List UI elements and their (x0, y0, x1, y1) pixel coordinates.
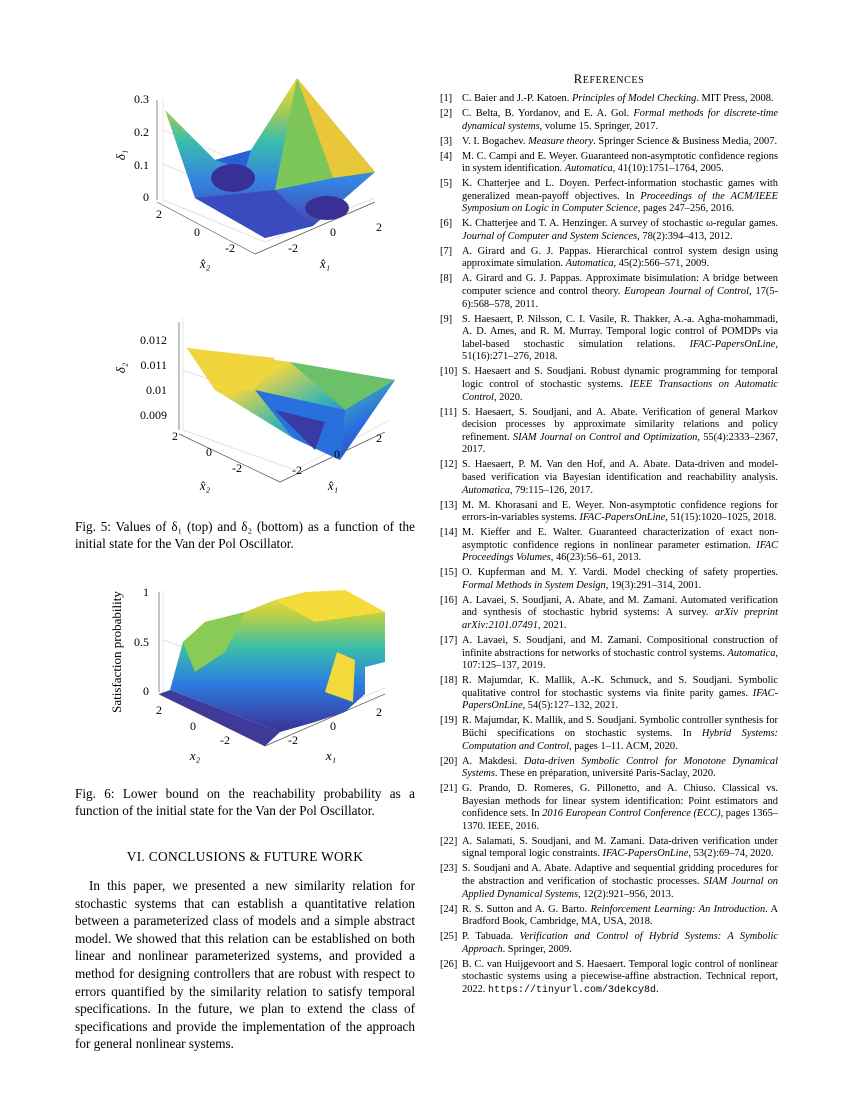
reference-title: SIAM Journal on Control and Optimization (512, 431, 698, 443)
x2-tick: 2 (156, 207, 162, 221)
reference-authors: M. Kieffer and E. Walter. Guaranteed characterization of exact non-asymptotic confidence regions in nonlinear parameter estimation. (462, 527, 778, 551)
reference-item (440, 273, 778, 311)
reference-authors: A. Girard and G. J. Pappas. Hierarchical control system design using approximate simulation. (462, 245, 778, 270)
reference-number: [22] (440, 835, 458, 847)
x1-tick: 0 (334, 447, 340, 461)
reference-details: , 53(2):69–74, 2020. (688, 848, 774, 860)
reference-title: IFAC-PapersOnLine (602, 848, 689, 860)
x1-axis-label: x̂₁ (319, 256, 331, 271)
heading-rest: EFERENCES (582, 75, 645, 86)
x2-tick: -2 (225, 241, 235, 255)
reference-item (440, 407, 778, 457)
reference-number: [3] (440, 135, 453, 147)
reference-title: SIAM Journal on Applied Dynamical Systems (462, 876, 778, 900)
reference-authors: A. Lavaei, S. Soudjani, A. Abate, and M. Zamani. Automated verification and synthesis of stochastic hybrid systems: A survey. (462, 594, 778, 619)
z-axis-label: Satisfaction probability (109, 591, 124, 713)
reference-item (440, 959, 778, 998)
figure6-caption: Fig. 6: Lower bound on the reachability probability as a function of the initial state for the Van der Pol Oscillator. (75, 786, 415, 818)
reference-details: , volume 15. Springer, 2017. (539, 120, 659, 132)
reference-details: , 107:125–137, 2019. (462, 647, 778, 672)
reference-item (440, 863, 778, 901)
z-tick: 0.012 (140, 333, 167, 347)
conclusions-paragraph: In this paper, we presented a new similarity relation for stochastic systems that can establish a quantitative relation between a parameterized class of models and a simple abstract model. We showed that this relation can be established on both linear and nonlinear parameterized systems, and provided a method for designing controllers that are robust with respect to errors quantified by the similarity relation to satisfy temporal specifications. In the future, we plan to extend the class of specifications and provide the implementation of the approach for general nonlinear systems. (75, 878, 415, 1052)
reference-title: Verification and Control of Hybrid Systems: A Symbolic Approach (462, 931, 779, 955)
reference-number: [26] (440, 958, 458, 970)
x1-tick: -2 (288, 733, 298, 747)
reference-title: IFAC-PapersOnLine (579, 512, 666, 524)
reference-authors: R. S. Sutton and A. G. Barto. (462, 903, 591, 915)
reference-number: [4] (440, 150, 453, 162)
reference-url-link[interactable]: https://tinyurl.com/3dekcy8d (487, 984, 657, 996)
reference-title: IFAC-PapersOnLine (689, 338, 776, 350)
reference-title: Journal of Computer and System Sciences (462, 230, 638, 242)
x2-axis-label: x̂₂ (199, 478, 211, 493)
z-tick: 1 (143, 585, 149, 599)
x2-tick: -2 (220, 733, 230, 747)
figure5-bottom-plot (75, 310, 415, 510)
reference-item (440, 93, 778, 106)
reference-number: [13] (440, 499, 458, 511)
reference-details: . A Bradford Book, Cambridge, MA, USA, 2018. (462, 903, 778, 928)
reference-details: . MIT Press, 2008. (696, 93, 774, 104)
reference-title: Formal methods for discrete-time dynamical systems (462, 107, 778, 132)
z-tick: 0.5 (134, 635, 149, 649)
reference-title: Data-driven Symbolic Control for Monotone Dynamical Systems (462, 755, 778, 780)
reference-number: [17] (440, 635, 458, 646)
reference-authors: A. Lavaei, S. Soudjani, and M. Zamani. Compositional construction of infinite abstractions for networks of stochastic control systems. (462, 635, 778, 659)
reference-item (440, 459, 778, 497)
reference-item (440, 500, 778, 525)
reference-details: . Springer Science & Business Media, 2007. (593, 135, 778, 147)
reference-details: , 46(23):56–61, 2013. (550, 552, 642, 564)
reference-item (440, 314, 778, 364)
reference-details: . Springer, 2009. (502, 943, 572, 955)
reference-number: [23] (440, 863, 458, 875)
reference-details: , 51(16):271–276, 2018. (462, 338, 778, 363)
reference-tail: . (656, 983, 659, 995)
x2-tick: 2 (172, 429, 178, 443)
x1-tick: 2 (376, 220, 382, 234)
reference-authors: M. M. Khorasani and E. Weyer. Non-asymptotic confidence regions for errors-in-variables systems. (462, 499, 778, 524)
heading-initial: R (573, 72, 583, 86)
reference-title: arXiv preprint arXiv:2101.07491 (462, 607, 779, 632)
reference-title: Automatica (727, 647, 776, 659)
reference-number: [19] (440, 715, 458, 727)
x2-axis-label: x₂ (189, 748, 201, 763)
reference-details: . These en préparation, université Paris-Saclay, 2020. (494, 768, 716, 780)
reference-number: [16] (440, 594, 458, 606)
reference-list (440, 93, 778, 998)
reference-item (440, 136, 778, 149)
z-tick: 0 (143, 190, 149, 204)
reference-authors: P. Tabuada. (462, 931, 520, 943)
reference-authors: K. Chatterjee and T. A. Henzinger. A survey of stochastic ω-regular games. (462, 218, 778, 230)
reference-details: , pages 1365–1370. IEEE, 2016. (462, 808, 779, 832)
reference-authors: O. Kupferman and M. Y. Vardi. Model checking of safety properties. (462, 567, 778, 579)
reference-details: , 2020. (493, 391, 523, 403)
x1-axis-label: x₁ (325, 748, 337, 763)
reference-authors: C. Belta, B. Yordanov, and E. A. Gol. (462, 107, 634, 119)
reference-details: , 41(10):1751–1764, 2005. (612, 163, 724, 175)
reference-title: Automatica (565, 258, 614, 270)
reference-item (440, 527, 778, 565)
left-column (75, 70, 415, 1053)
reference-authors: V. I. Bogachev. (462, 135, 529, 147)
z-tick: 0.2 (134, 125, 149, 139)
reference-title: 2016 European Control Conference (ECC) (542, 808, 721, 820)
x1-tick: -2 (288, 241, 298, 255)
reference-number: [20] (440, 755, 458, 767)
z-axis-label: δ₁ (113, 149, 128, 161)
z-tick: 0 (143, 684, 149, 698)
reference-number: [5] (440, 178, 453, 190)
reference-item (440, 108, 778, 133)
reference-authors: S. Haesaert, P. M. Van den Hof, and A. Abate. Data-driven and model-based verification via Bayesian identification and reachability analysis. (462, 459, 778, 483)
reference-item (440, 635, 778, 673)
reference-item (440, 904, 778, 929)
reference-item (440, 595, 778, 633)
z-tick: 0.01 (146, 383, 167, 397)
right-column (440, 72, 778, 1000)
z-tick: 0.3 (134, 92, 149, 106)
reference-details: , 79:115–126, 2017. (509, 484, 593, 496)
z-axis-label: δ₂ (113, 362, 128, 374)
reference-item (440, 567, 778, 592)
reference-authors: G. Prando, D. Romeres, G. Pillonetto, and A. Chiuso. Classical vs. Bayesian methods for linear system identification: Point estimators and confidence sets. In (462, 783, 778, 820)
reference-details: , pages 1–11. ACM, 2020. (569, 740, 678, 752)
reference-authors: B. C. van Huijgevoort and S. Haesaert. Temporal logic control of nonlinear stochastic systems using a piecewise-affine abstraction. Technical report, 2022. (462, 958, 778, 995)
reference-details: , 17(5-6):568–578, 2011. (462, 286, 779, 310)
reference-item (440, 366, 778, 404)
x1-tick: 0 (330, 225, 336, 239)
x1-tick: -2 (292, 463, 302, 477)
reference-item (440, 178, 778, 216)
reference-number: [10] (440, 366, 458, 378)
reference-item (440, 715, 778, 753)
reference-authors: S. Haesaert and S. Soudjani. Robust dynamic programming for temporal logic control of stochastic systems. (462, 366, 778, 390)
reference-authors: R. Majumdar, K. Mallik, and S. Soudjani. Symbolic controller synthesis for Büchi specifications on stochastic systems. In (462, 715, 778, 739)
z-tick: 0.009 (140, 408, 167, 422)
reference-authors: A. Girard and G. J. Pappas. Approximate bisimulation: A bridge between computer science and control theory. (462, 273, 778, 298)
reference-title: Proceedings of the ACM/IEEE Symposium on Logic in Computer Science (462, 190, 778, 215)
reference-number: [14] (440, 527, 458, 539)
reference-item (440, 246, 778, 271)
x2-tick: 0 (206, 445, 212, 459)
reference-number: [15] (440, 567, 458, 579)
reference-authors: C. Baier and J.-P. Katoen. (462, 93, 572, 104)
z-tick: 0.011 (140, 358, 167, 372)
reference-number: [6] (440, 218, 453, 230)
reference-item (440, 675, 778, 713)
figure5-top-plot (75, 70, 415, 275)
x2-tick: 0 (190, 719, 196, 733)
reference-details: , 45(2):566–571, 2009. (613, 258, 710, 270)
reference-number: [21] (440, 783, 458, 795)
reference-details: , pages 247–256, 2016. (637, 203, 735, 215)
section-title: VI. CONCLUSIONS & FUTURE WORK (126, 849, 364, 864)
reference-title: IFAC Proceedings Volumes (462, 539, 778, 564)
figure6-plot (75, 582, 415, 777)
reference-number: [2] (440, 107, 453, 119)
reference-title: Measure theory (528, 135, 594, 147)
reference-number: [18] (440, 675, 458, 687)
references-heading (440, 72, 778, 87)
x2-tick: 0 (194, 225, 200, 239)
reference-title: Automatica (462, 484, 510, 496)
reference-item (440, 931, 778, 956)
reference-item (440, 836, 778, 861)
reference-details: , 54(5):127–132, 2021. (522, 700, 619, 712)
reference-title: Hybrid Systems: Computation and Control (462, 727, 778, 752)
x1-axis-label: x̂₁ (327, 478, 339, 493)
reference-number: [24] (440, 903, 458, 915)
reference-authors: M. C. Campi and E. Weyer. Guaranteed non-asymptotic confidence regions in system identification. (462, 150, 778, 175)
x1-tick: 2 (376, 705, 382, 719)
reference-authors: S. Haesaert, P. Nilsson, C. I. Vasile, R. Thakker, A.-a. Agha-mohammadi, A. D. Ames, and R. M. Murray. Temporal logic control of POMDPs via label-based stochastic simulation relations. (462, 313, 778, 350)
reference-number: [9] (440, 313, 453, 325)
reference-title: European Journal of Control (624, 286, 749, 298)
reference-title: Reinforcement Learning: An Introduction (590, 903, 766, 915)
reference-number: [8] (440, 273, 453, 285)
reference-details: , 78(2):394–413, 2012. (637, 230, 733, 242)
reference-item (440, 151, 778, 176)
reference-item (440, 218, 778, 243)
reference-details: , 51(15):1020–1025, 2018. (665, 512, 777, 524)
z-tick: 0.1 (134, 158, 149, 172)
reference-authors: R. Majumdar, K. Mallik, A.-K. Schmuck, and S. Soudjani. Symbolic qualitative control for stochastic systems via finite parity games. (462, 675, 778, 699)
reference-item (440, 783, 778, 833)
reference-title: IEEE Transactions on Automatic Control (462, 378, 778, 403)
x2-tick: 2 (156, 703, 162, 717)
reference-title: Automatica (564, 163, 613, 175)
reference-details: , 2021. (537, 620, 567, 632)
reference-authors: A. Salamati, S. Soudjani, and M. Zamani. Data-driven verification under signal temporal logic constraints. (462, 835, 778, 860)
reference-authors: S. Soudjani and A. Abate. Adaptive and sequential gridding procedures for the abstraction and verification of stochastic processes. (462, 863, 778, 888)
reference-details: , 19(3):291–314, 2001. (605, 579, 702, 591)
reference-title: IFAC-PapersOnLine (462, 687, 778, 712)
x2-tick: -2 (232, 461, 242, 475)
reference-authors: A. Makdesi. (462, 755, 524, 767)
reference-number: [11] (440, 406, 457, 418)
reference-number: [7] (440, 245, 453, 257)
reference-title: Formal Methods in System Design (462, 579, 606, 591)
reference-number: [1] (440, 93, 453, 104)
reference-title: Principles of Model Checking (571, 93, 697, 104)
reference-number: [12] (440, 459, 458, 471)
reference-authors: S. Haesaert, S. Soudjani, and A. Abate. Verification of general Markov decision processes by approximate similarity relations and policy refinement. (462, 406, 778, 443)
x1-tick: 2 (376, 431, 382, 445)
reference-details: , 12(2):921–956, 2013. (578, 888, 674, 900)
reference-details: , 55(4):2333–2367, 2017. (462, 431, 778, 456)
figure5-caption: Fig. 5: Values of δ₁ (top) and δ₂ (bottom) as a function of the initial state for the Van der Pol Oscillator. (75, 519, 415, 551)
x2-axis-label: x̂₂ (199, 256, 211, 271)
x1-tick: 0 (330, 719, 336, 733)
reference-item (440, 756, 778, 781)
reference-authors: K. Chatterjee and L. Doyen. Perfect-information stochastic games with generalized mean-payoff objectives. In (462, 178, 778, 202)
reference-number: [25] (440, 931, 458, 943)
